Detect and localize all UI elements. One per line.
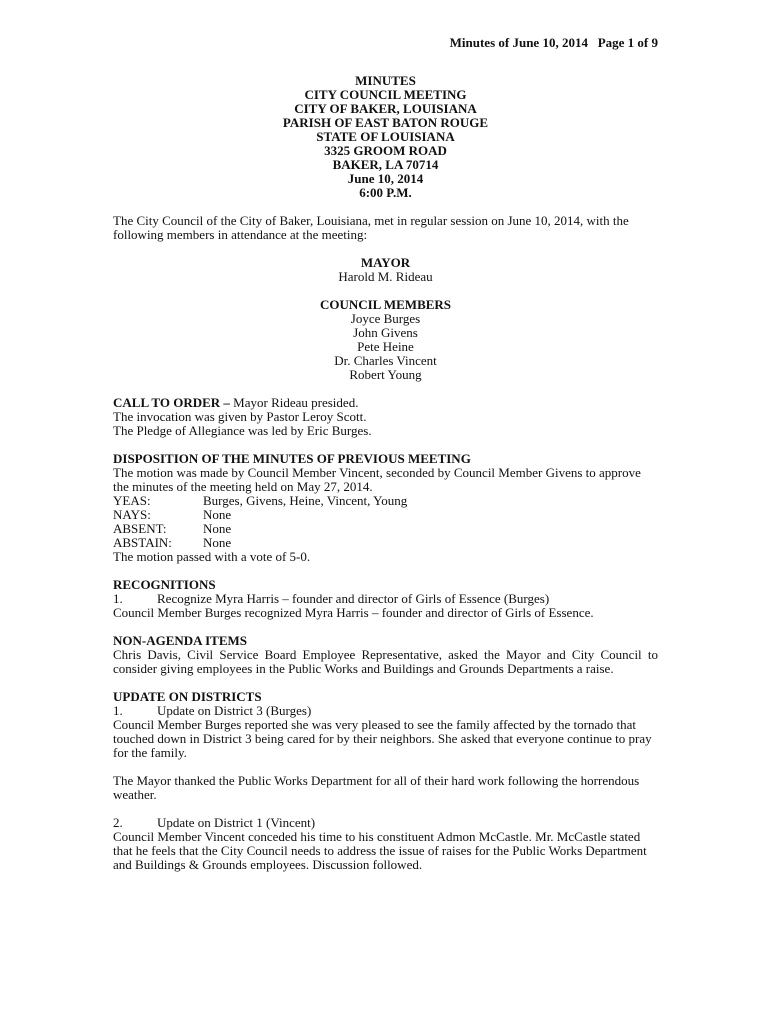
council-member: Dr. Charles Vincent <box>334 353 437 368</box>
call-to-order-section <box>113 396 658 438</box>
vote-value: None <box>203 535 232 550</box>
item-text: Recognize Myra Harris – founder and director of Girls of Essence (Burges) <box>157 591 550 606</box>
council-member: Joyce Burges <box>350 311 421 326</box>
title-line: June 10, 2014 <box>347 171 424 186</box>
item-number: 1. <box>113 703 123 718</box>
disposition-heading: DISPOSITION OF THE MINUTES OF PREVIOUS MEETING <box>113 451 471 466</box>
mayor-name: Harold M. Rideau <box>338 269 433 284</box>
item-number: 1. <box>113 591 123 606</box>
call-to-order-text: Mayor Rideau presided. <box>229 395 359 410</box>
disposition-result: The motion passed with a vote of 5-0. <box>113 549 311 564</box>
title-line: MINUTES <box>355 73 416 88</box>
district-item <box>113 816 658 830</box>
title-line: CITY COUNCIL MEETING <box>304 87 467 102</box>
disposition-section <box>113 452 658 564</box>
title-line: PARISH OF EAST BATON ROUGE <box>282 115 489 130</box>
call-to-order-heading: CALL TO ORDER – <box>113 395 230 410</box>
item-text: Update on District 1 (Vincent) <box>157 815 316 830</box>
recognitions-section <box>113 578 658 620</box>
title-line: 3325 GROOM ROAD <box>324 143 447 158</box>
recognitions-heading: RECOGNITIONS <box>113 577 216 592</box>
title-line: CITY OF BAKER, LOUISIANA <box>294 101 477 116</box>
council-section <box>113 298 658 382</box>
document-page <box>113 36 658 872</box>
vote-label: YEAS: <box>113 493 151 508</box>
recognition-item <box>113 592 658 606</box>
districts-heading: UPDATE ON DISTRICTS <box>113 689 262 704</box>
mayor-section <box>113 256 658 284</box>
vote-value: Burges, Givens, Heine, Vincent, Young <box>203 493 408 508</box>
running-header: Minutes of June 10, 2014 Page 1 of 9 <box>449 35 658 50</box>
pledge-line: The Pledge of Allegiance was led by Eric Burges. <box>113 423 372 438</box>
mayor-heading: MAYOR <box>360 255 411 270</box>
title-block <box>113 74 658 200</box>
vote-label: ABSENT: <box>113 521 167 536</box>
recognitions-body: Council Member Burges recognized Myra Harris – founder and director of Girls of Essence. <box>113 605 594 620</box>
council-member: Robert Young <box>349 367 422 382</box>
vote-value: None <box>203 507 232 522</box>
vote-label: ABSTAIN: <box>113 535 172 550</box>
council-member: Pete Heine <box>357 339 414 354</box>
mayor-thanks: The Mayor thanked the Public Works Department for all of their hard work following the horrendous weather. <box>113 773 640 802</box>
disposition-motion: The motion was made by Council Member Vincent, seconded by Council Member Givens to approve the minutes of the meeting held on May 27, 2014. <box>113 465 641 494</box>
item-text: Update on District 3 (Burges) <box>157 703 312 718</box>
intro-paragraph: The City Council of the City of Baker, Louisiana, met in regular session on June 10, 2014, with the following members in attendance at the meeting: <box>113 213 629 242</box>
non-agenda-heading: NON-AGENDA ITEMS <box>113 633 247 648</box>
vote-row <box>113 536 658 550</box>
title-line: 6:00 P.M. <box>359 185 412 200</box>
district-3-body: Council Member Burges reported she was very pleased to see the family affected by the tornado that touched down in District 3 being cared for by their neighbors. She asked that everyone continue to pray for the family. <box>113 717 652 760</box>
title-line: BAKER, LA 70714 <box>332 157 439 172</box>
council-heading: COUNCIL MEMBERS <box>319 297 452 312</box>
non-agenda-body: Chris Davis, Civil Service Board Employee Representative, asked the Mayor and City Council to consider giving employees in the Public Works and Buildings and Grounds Departments a raise. <box>113 647 658 676</box>
vote-row <box>113 508 658 522</box>
vote-row <box>113 494 658 508</box>
vote-value: None <box>203 521 232 536</box>
invocation-line: The invocation was given by Pastor Leroy Scott. <box>113 409 367 424</box>
district-1-body: Council Member Vincent conceded his time to his constituent Admon McCastle. Mr. McCastle stated that he feels that the City Council needs to address the issue of raises for the Public Works Department and Buildings & Grounds employees. Discussion followed. <box>113 829 647 872</box>
districts-section <box>113 690 658 872</box>
title-line: STATE OF LOUISIANA <box>316 129 455 144</box>
council-member: John Givens <box>353 325 418 340</box>
non-agenda-section <box>113 634 658 676</box>
vote-label: NAYS: <box>113 507 151 522</box>
district-item <box>113 704 658 718</box>
item-number: 2. <box>113 815 123 830</box>
vote-row <box>113 522 658 536</box>
